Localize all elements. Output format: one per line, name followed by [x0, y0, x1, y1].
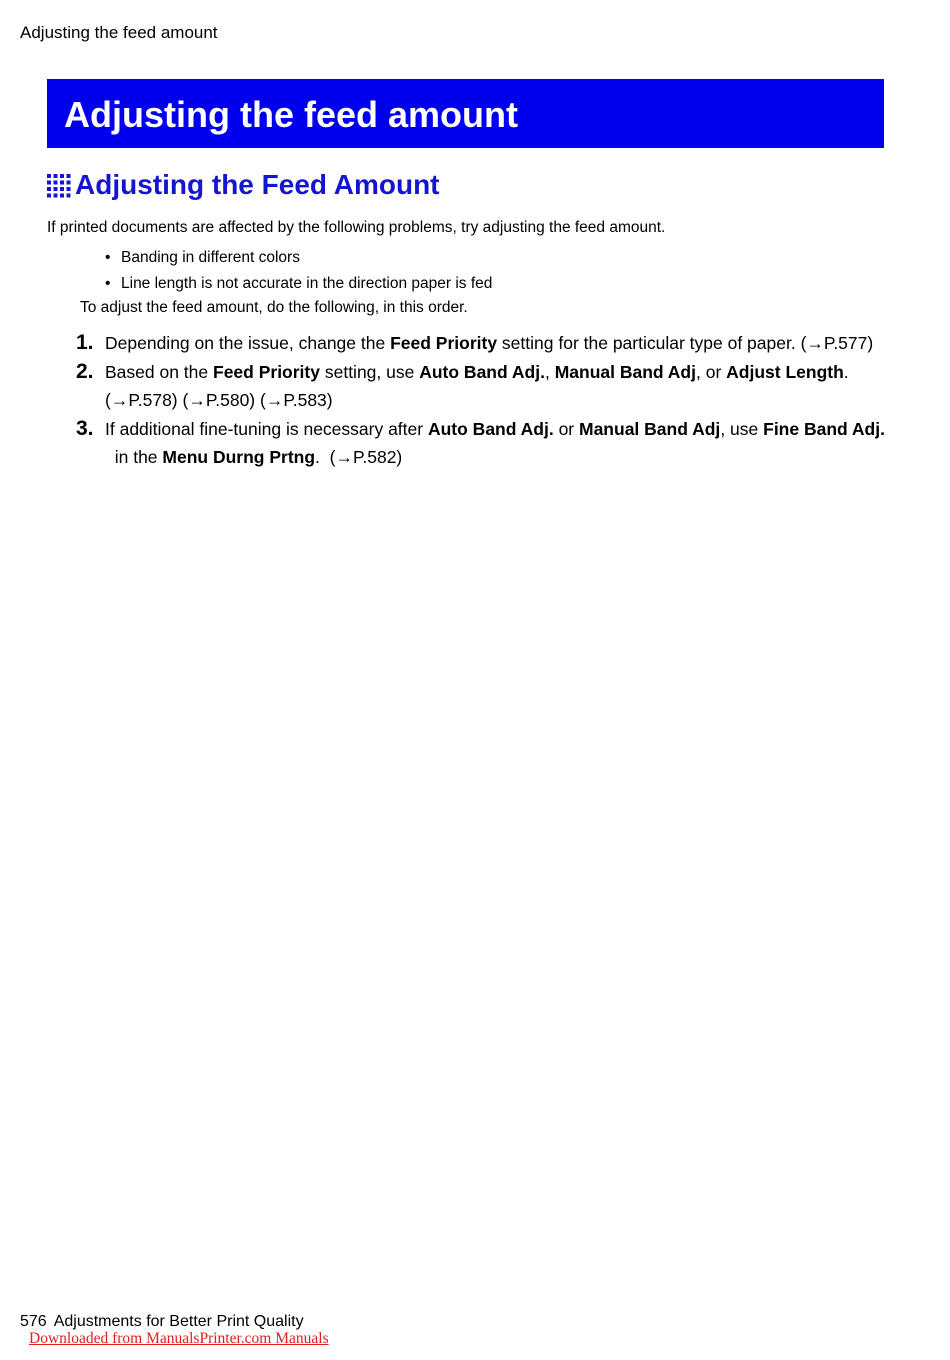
- ui-term: Auto Band Adj.: [427, 418, 554, 439]
- step-3: [76, 415, 886, 472]
- running-header: Adjusting the feed amount: [20, 23, 218, 42]
- list-item: [105, 274, 492, 300]
- list-item-text: Line length is not accurate in the direction paper is fed: [121, 274, 493, 292]
- step-text-part: setting for the particular type of paper. (→P.577): [497, 333, 874, 353]
- step-text-part: in the: [105, 447, 163, 467]
- ui-term: Adjust Length: [726, 361, 844, 382]
- page-title: Adjusting the feed amount: [64, 93, 518, 135]
- order-instruction: To adjust the feed amount, do the following, in this order.: [80, 299, 468, 316]
- step-text-part: Depending on the issue, change the: [105, 333, 391, 353]
- intro-paragraph: If printed documents are affected by the following problems, try adjusting the feed amount.: [47, 219, 666, 236]
- ui-term: Feed Priority: [213, 361, 320, 382]
- ui-term: Fine Band Adj.: [763, 418, 885, 439]
- ui-term: Feed Priority: [390, 333, 498, 353]
- step-text-part: , or: [696, 361, 727, 382]
- step-number: 2.: [76, 359, 94, 383]
- step-text: [105, 358, 886, 415]
- ui-term: Manual Band Adj: [554, 361, 696, 382]
- step-text: [105, 329, 886, 358]
- section-title: Adjusting the Feed Amount: [75, 169, 440, 200]
- bullet-icon: •: [105, 249, 111, 266]
- ui-term: Manual Band Adj: [579, 418, 721, 439]
- step-text-part: or: [553, 418, 579, 439]
- step-text-part: . (→P.578) (→P.580) (→P.583): [105, 361, 849, 410]
- footer-section-title: Adjustments for Better Print Quality: [53, 1313, 304, 1330]
- step-text-part: . (→P.582): [315, 447, 403, 467]
- grid-icon: [47, 174, 71, 198]
- step-text-part: setting, use: [319, 361, 420, 382]
- step-2: [76, 358, 886, 415]
- step-number: 3.: [76, 416, 94, 440]
- list-item: [105, 248, 492, 274]
- step-text: [105, 415, 886, 472]
- step-text-part: , use: [720, 418, 764, 439]
- step-number: 1.: [76, 331, 94, 354]
- list-item-text: Banding in different colors: [121, 249, 300, 266]
- step-text-part: Based on the: [105, 361, 213, 382]
- ui-term: Auto Band Adj.: [419, 361, 545, 382]
- ui-term: Menu Durng Prtng: [162, 447, 316, 467]
- step-1: [76, 329, 886, 358]
- section-heading: [47, 168, 440, 202]
- step-text-part: If additional fine-tuning is necessary after: [105, 418, 428, 439]
- download-source-link[interactable]: Downloaded from ManualsPrinter.com Manuals: [29, 1330, 329, 1347]
- step-text-part: ,: [544, 361, 555, 382]
- step-list: [76, 329, 886, 472]
- bullet-icon: •: [105, 274, 111, 292]
- problem-list: [105, 248, 492, 299]
- title-banner: [47, 79, 884, 148]
- page-number: 576: [20, 1313, 47, 1330]
